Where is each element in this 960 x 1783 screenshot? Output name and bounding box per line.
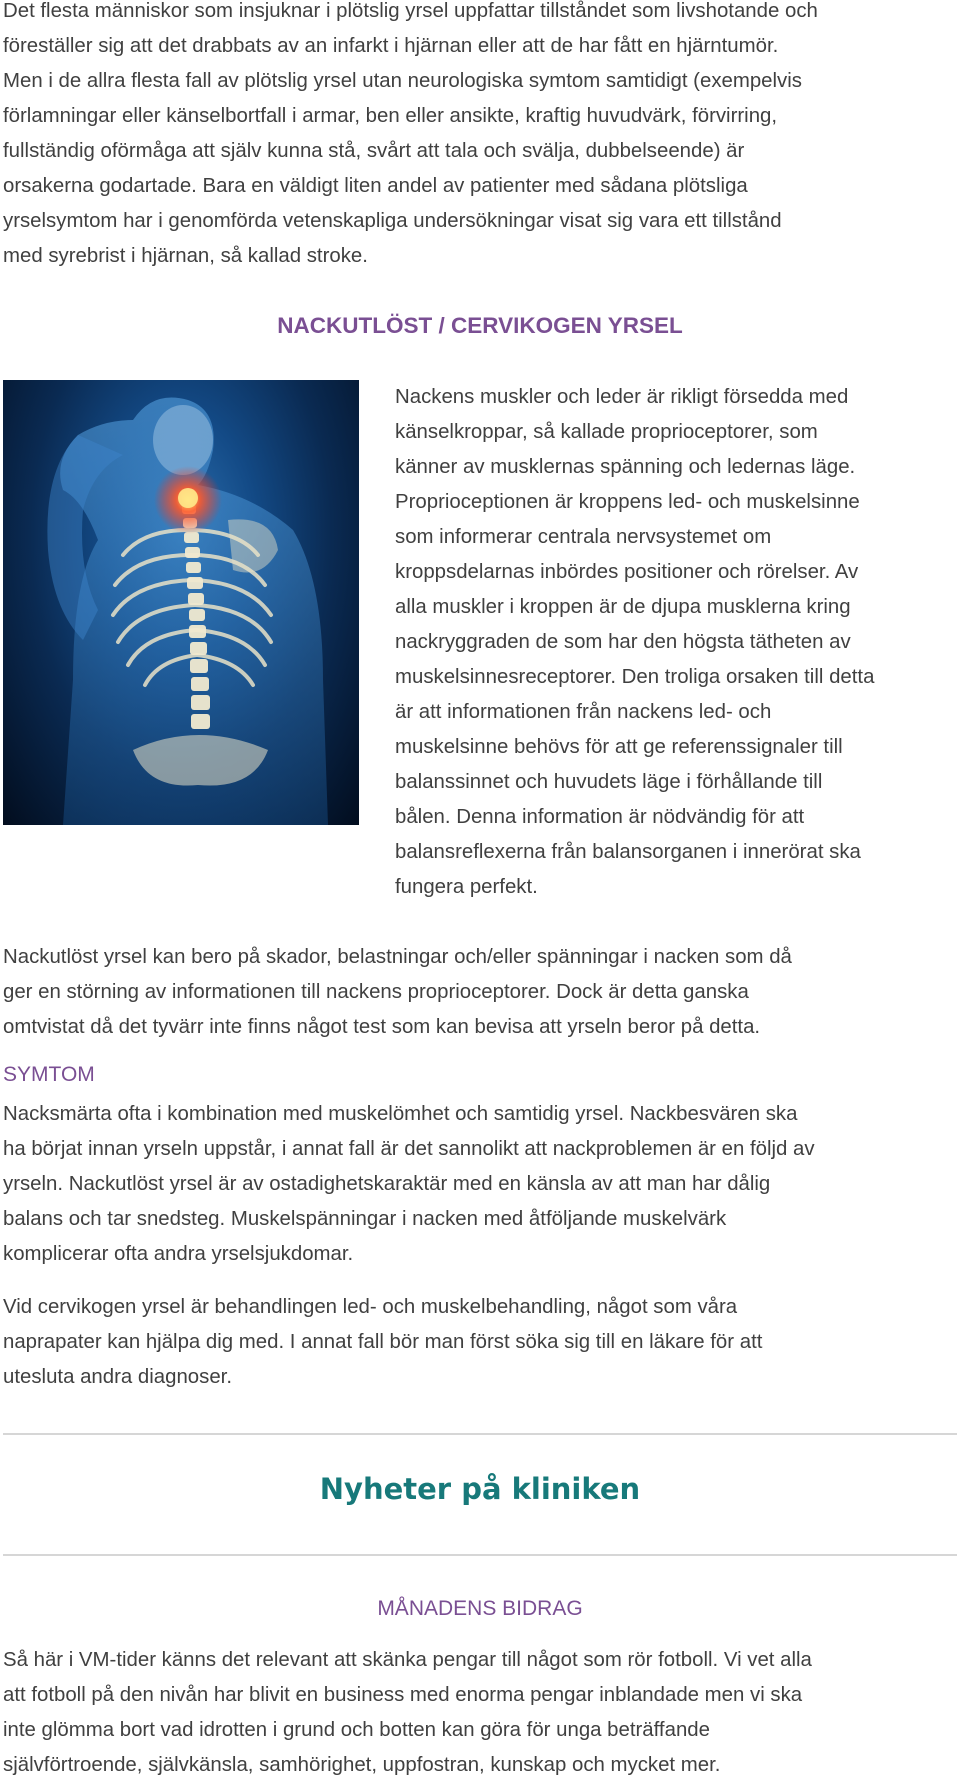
cause-line: omtvistat då det tyvärr inte finns något test som kan bevisa att yrseln beror på detta. [3, 1016, 761, 1038]
intro-line: yrselsymtom har i genomförda vetenskapliga undersökningar visat sig vara ett tillstånd [3, 210, 782, 232]
divider [3, 1554, 957, 1556]
side-line: är att informationen från nackens led- och [395, 701, 772, 723]
intro-line: med syrebrist i hjärnan, så kallad stroke. [3, 245, 368, 267]
side-line: känner av musklernas spänning och ledernas läge. [395, 456, 856, 478]
monthly-line: inte glömma bort vad idrotten i grund och botten kan göra för unga beträffande [3, 1719, 710, 1741]
side-line: Proprioceptionen är kroppens led- och muskelsinne [395, 491, 860, 513]
symtom-line: yrseln. Nackutlöst yrsel är av ostadighetskaraktär med en känsla av att man har dålig [3, 1173, 771, 1195]
intro-line: fullständig oförmåga att själv kunna stå, svårt att tala och svälja, dubbelseende) är [3, 140, 745, 162]
intro-line: förlamningar eller känselbortfall i armar, ben eller ansikte, kraftig huvudvärk, förvirring, [3, 105, 778, 127]
symtom-heading: SYMTOM [3, 1063, 95, 1086]
spine-icon [3, 380, 359, 825]
treatment-line: naprapater kan hjälpa dig med. I annat fall bör man först söka sig till en läkare för att [3, 1331, 763, 1353]
intro-line: Men i de allra flesta fall av plötslig yrsel utan neurologiska symtom samtidigt (exempelvis [3, 70, 802, 92]
side-line: balanssinnet och huvudets läge i förhållande till [395, 771, 823, 793]
monthly-line: att fotboll på den nivån har blivit en business med enorma pengar inblandade men vi ska [3, 1684, 803, 1706]
section-heading: NACKUTLÖST / CERVIKOGEN YRSEL [277, 313, 683, 338]
side-line: fungera perfekt. [395, 876, 538, 898]
proprioception-paragraph [395, 380, 960, 905]
treatment-line: utesluta andra diagnoser. [3, 1366, 232, 1388]
cause-line: Nackutlöst yrsel kan bero på skador, belastningar och/eller spänningar i nacken som då [3, 946, 792, 968]
symtom-line: balans och tar snedsteg. Muskelspänningar i nacken med åtföljande muskelvärk [3, 1208, 727, 1230]
side-line: muskelsinne behövs för att ge referenssignaler till [395, 736, 843, 758]
monthly-line: Så här i VM-tider känns det relevant att skänka pengar till något som rör fotboll. Vi vet alla [3, 1649, 812, 1671]
side-line: muskelsinnesreceptorer. Den troliga orsaken till detta [395, 666, 875, 688]
divider [3, 1433, 957, 1435]
news-heading: Nyheter på kliniken [319, 1472, 641, 1506]
cause-line: ger en störning av informationen till nackens proprioceptorer. Dock är detta ganska [3, 981, 749, 1003]
side-line: känselkroppar, så kallade proprioceptorer, som [395, 421, 818, 443]
monthly-paragraph [3, 1643, 960, 1783]
symtom-line: komplicerar ofta andra yrselsjukdomar. [3, 1243, 354, 1265]
spine-neck-pain-illustration [3, 380, 359, 825]
intro-line: Det flesta människor som insjuknar i plötslig yrsel uppfattar tillståndet som livshotande och [3, 0, 818, 22]
intro-line: föreställer sig att det drabbats av an infarkt i hjärnan eller att de har fått en hjärntumör. [3, 35, 779, 57]
treatment-paragraph [3, 1290, 957, 1395]
monthly-heading: MÅNADENS BIDRAG [377, 1597, 583, 1620]
treatment-line: Vid cervikogen yrsel är behandlingen led- och muskelbehandling, något som våra [3, 1296, 738, 1318]
side-line: kroppsdelarnas inbördes positioner och rörelser. Av [395, 561, 859, 583]
symtom-line: Nacksmärta ofta i kombination med muskelömhet och samtidig yrsel. Nackbesvären ska [3, 1103, 798, 1125]
side-line: nackryggraden de som har den högsta tätheten av [395, 631, 851, 653]
cause-paragraph [3, 940, 957, 1045]
side-line: Nackens muskler och leder är rikligt försedda med [395, 386, 849, 408]
intro-paragraph [3, 0, 960, 274]
intro-line: orsakerna godartade. Bara en väldigt liten andel av patienter med sådana plötsliga [3, 175, 748, 197]
side-line: bålen. Denna information är nödvändig för att [395, 806, 805, 828]
symtom-line: ha börjat innan yrseln uppstår, i annat fall är det sannolikt att nackproblemen är en följd av [3, 1138, 815, 1160]
side-line: som informerar centrala nervsystemet om [395, 526, 772, 548]
monthly-line: självförtroende, självkänsla, samhörighet, uppfostran, kunskap och mycket mer. [3, 1754, 721, 1776]
symtom-paragraph [3, 1097, 957, 1272]
side-line: alla muskler i kroppen är de djupa musklerna kring [395, 596, 851, 618]
side-line: balansreflexerna från balansorganen i innerörat ska [395, 841, 861, 863]
